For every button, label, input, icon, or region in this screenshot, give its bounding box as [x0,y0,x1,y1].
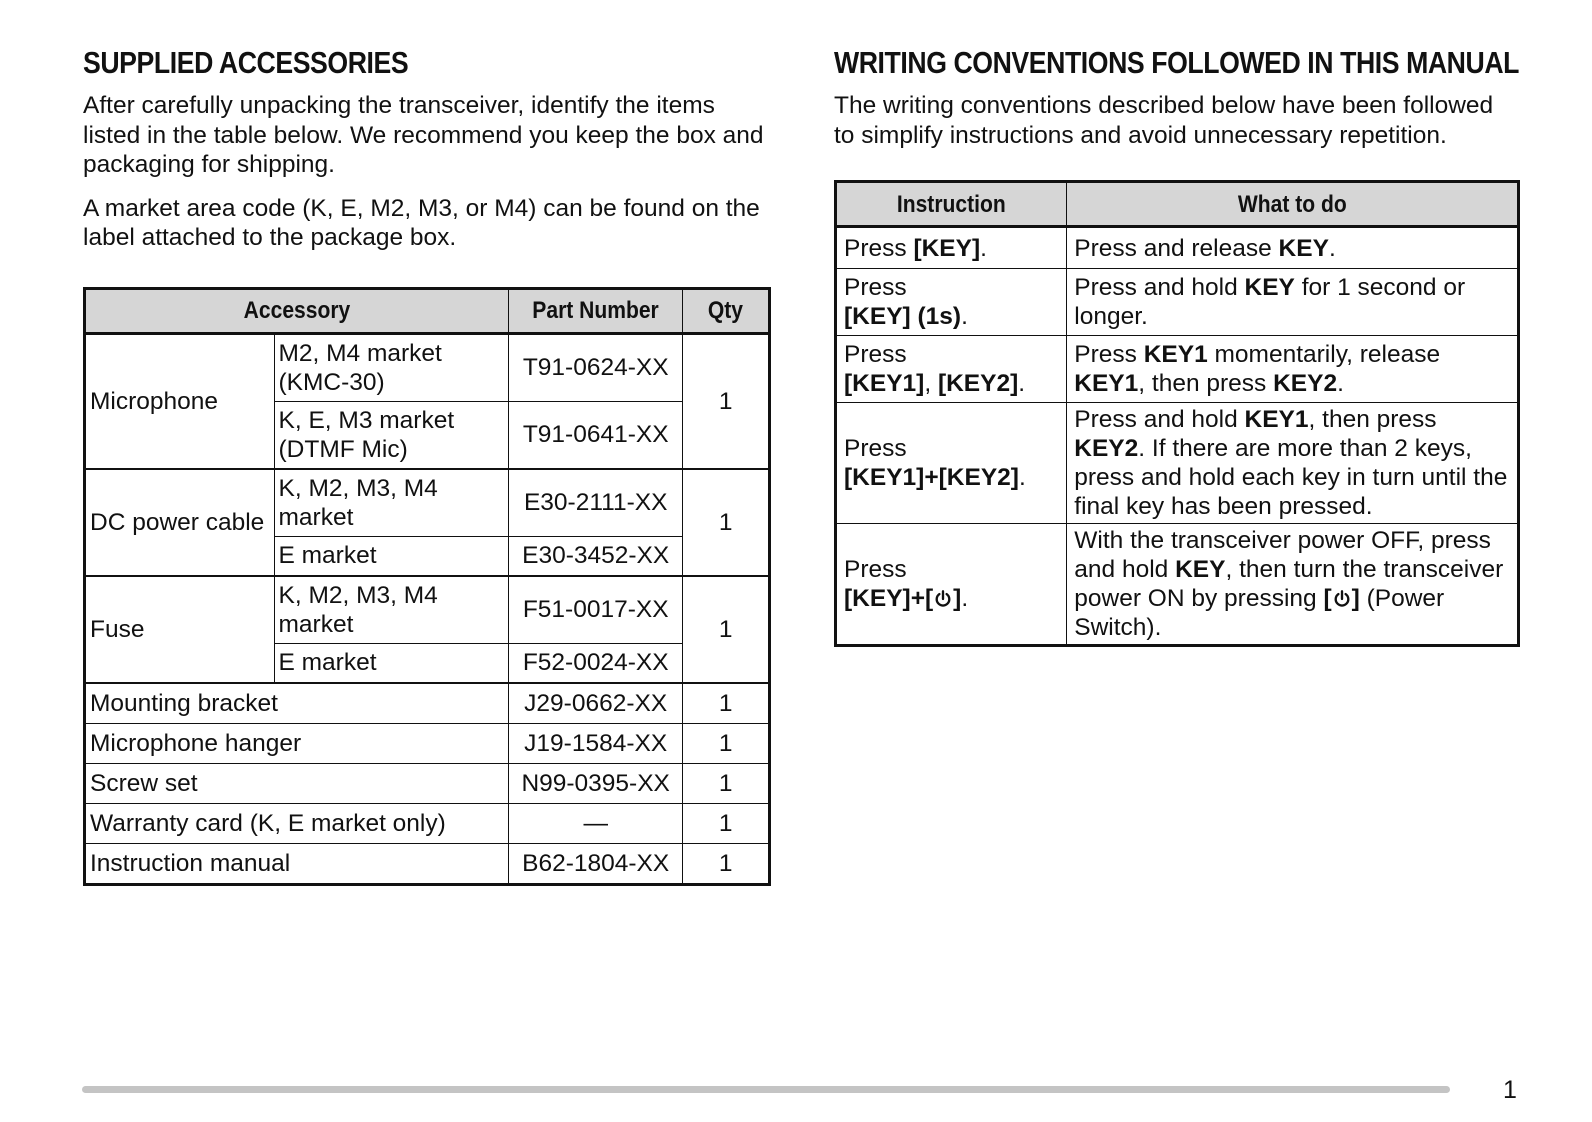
part-number-cell: T91-0624-XX [509,333,683,401]
what-to-do-cell: Press and release KEY. [1067,227,1519,269]
key-label: [KEY] [913,234,981,262]
part-number-cell: E30-3452-XX [509,536,683,576]
instruction-cell: Press [KEY1]+[KEY2]. [836,403,1067,524]
part-number-cell: E30-2111-XX [509,469,683,537]
instruction-header: Instruction [836,182,1067,227]
table-row [85,469,770,537]
part-number-cell: J19-1584-XX [509,723,683,763]
qty-cell: 1 [683,803,770,843]
table-row [836,227,1519,269]
instruction-cell: Press [KEY] (1s). [836,269,1067,336]
key-label: [KEY2] [937,370,1019,398]
table-row [85,803,770,843]
table-row [85,683,770,724]
instruction-cell: Press [KEY1], [KEY2]. [836,336,1067,403]
table-row [836,403,1519,524]
table-row [85,333,770,401]
qty-header: Qty [683,288,770,333]
accessory-name: DC power cable [85,469,275,576]
table-row [85,723,770,763]
accessory-name: Microphone hanger [85,723,509,763]
key-label: [KEY]+[ ] [844,585,962,613]
table-row [836,269,1519,336]
variant-cell: E market [274,536,509,576]
table-row [85,843,770,884]
accessory-name: Warranty card (K, E market only) [85,803,509,843]
what-to-do-cell: With the transceiver power OFF, press and hold KEY, then turn the transceiver power ON by pressing [ ] (Power Switch). [1067,524,1519,646]
table-row [836,524,1519,646]
supplied-accessories-section [83,44,771,886]
conventions-table [834,180,1520,647]
supplied-accessories-heading: SUPPLIED ACCESSORIES [83,45,409,80]
power-icon [934,590,952,608]
table-row [836,336,1519,403]
part-number-cell: — [509,803,683,843]
accessory-name: Screw set [85,763,509,803]
table-row [85,763,770,803]
part-number-cell: T91-0641-XX [509,401,683,469]
instruction-cell: Press [KEY]. [836,227,1067,269]
market-code-paragraph: A market area code (K, E, M2, M3, or M4) can be found on the label attached to the package box. [83,194,760,252]
variant-cell: K, M2, M3, M4 market [274,469,509,537]
part-number-cell: J29-0662-XX [509,683,683,724]
table-row [85,576,770,644]
what-to-do-cell: Press KEY1 momentarily, release KEY1, then press KEY2. [1067,336,1519,403]
accessory-name: Mounting bracket [85,683,509,724]
writing-conventions-section [834,44,1520,647]
variant-cell: E market [274,643,509,683]
key-label: [KEY1]+[KEY2] [844,464,1019,492]
accessory-name: Instruction manual [85,843,509,884]
accessory-name: Microphone [85,333,275,469]
part-number-cell: F51-0017-XX [509,576,683,644]
qty-cell: 1 [683,469,770,576]
conventions-header-row [836,182,1519,227]
what-to-do-header: What to do [1067,182,1519,227]
instruction-cell: Press [KEY]+[ ]. [836,524,1067,646]
part-number-cell: B62-1804-XX [509,843,683,884]
variant-cell: M2, M4 market (KMC-30) [274,333,509,401]
variant-cell: K, M2, M3, M4 market [274,576,509,644]
footer-divider [82,1086,1450,1093]
conventions-paragraph: The writing conventions described below have been followed to simplify instructions and avoid unnecessary repetition. [834,92,1494,149]
page-number: 1 [1503,1076,1517,1104]
qty-cell: 1 [683,333,770,469]
writing-conventions-heading: WRITING CONVENTIONS FOLLOWED IN THIS MANUAL [834,45,1520,80]
part-number-cell: F52-0024-XX [509,643,683,683]
variant-cell: K, E, M3 market (DTMF Mic) [274,401,509,469]
qty-cell: 1 [683,723,770,763]
accessories-header-row [85,288,770,333]
what-to-do-cell: Press and hold KEY1, then press KEY2. If there are more than 2 keys, press and hold each key in turn until the final key has been pressed. [1067,403,1519,524]
part-number-cell: N99-0395-XX [509,763,683,803]
accessory-name: Fuse [85,576,275,683]
key-label: [KEY1] [844,370,925,398]
qty-cell: 1 [683,763,770,803]
unpacking-paragraph: After carefully unpacking the transceiver, identify the items listed in the table below. We recommend you keep the box and packaging for shipping. [83,92,764,179]
power-icon [1333,590,1351,608]
qty-cell: 1 [683,843,770,884]
qty-cell: 1 [683,683,770,724]
qty-cell: 1 [683,576,770,683]
accessory-header: Accessory [85,288,509,333]
key-label: [KEY] (1s) [844,303,962,331]
part-number-header: Part Number [509,288,683,333]
accessories-table [83,287,771,886]
what-to-do-cell: Press and hold KEY for 1 second or longer. [1067,269,1519,336]
